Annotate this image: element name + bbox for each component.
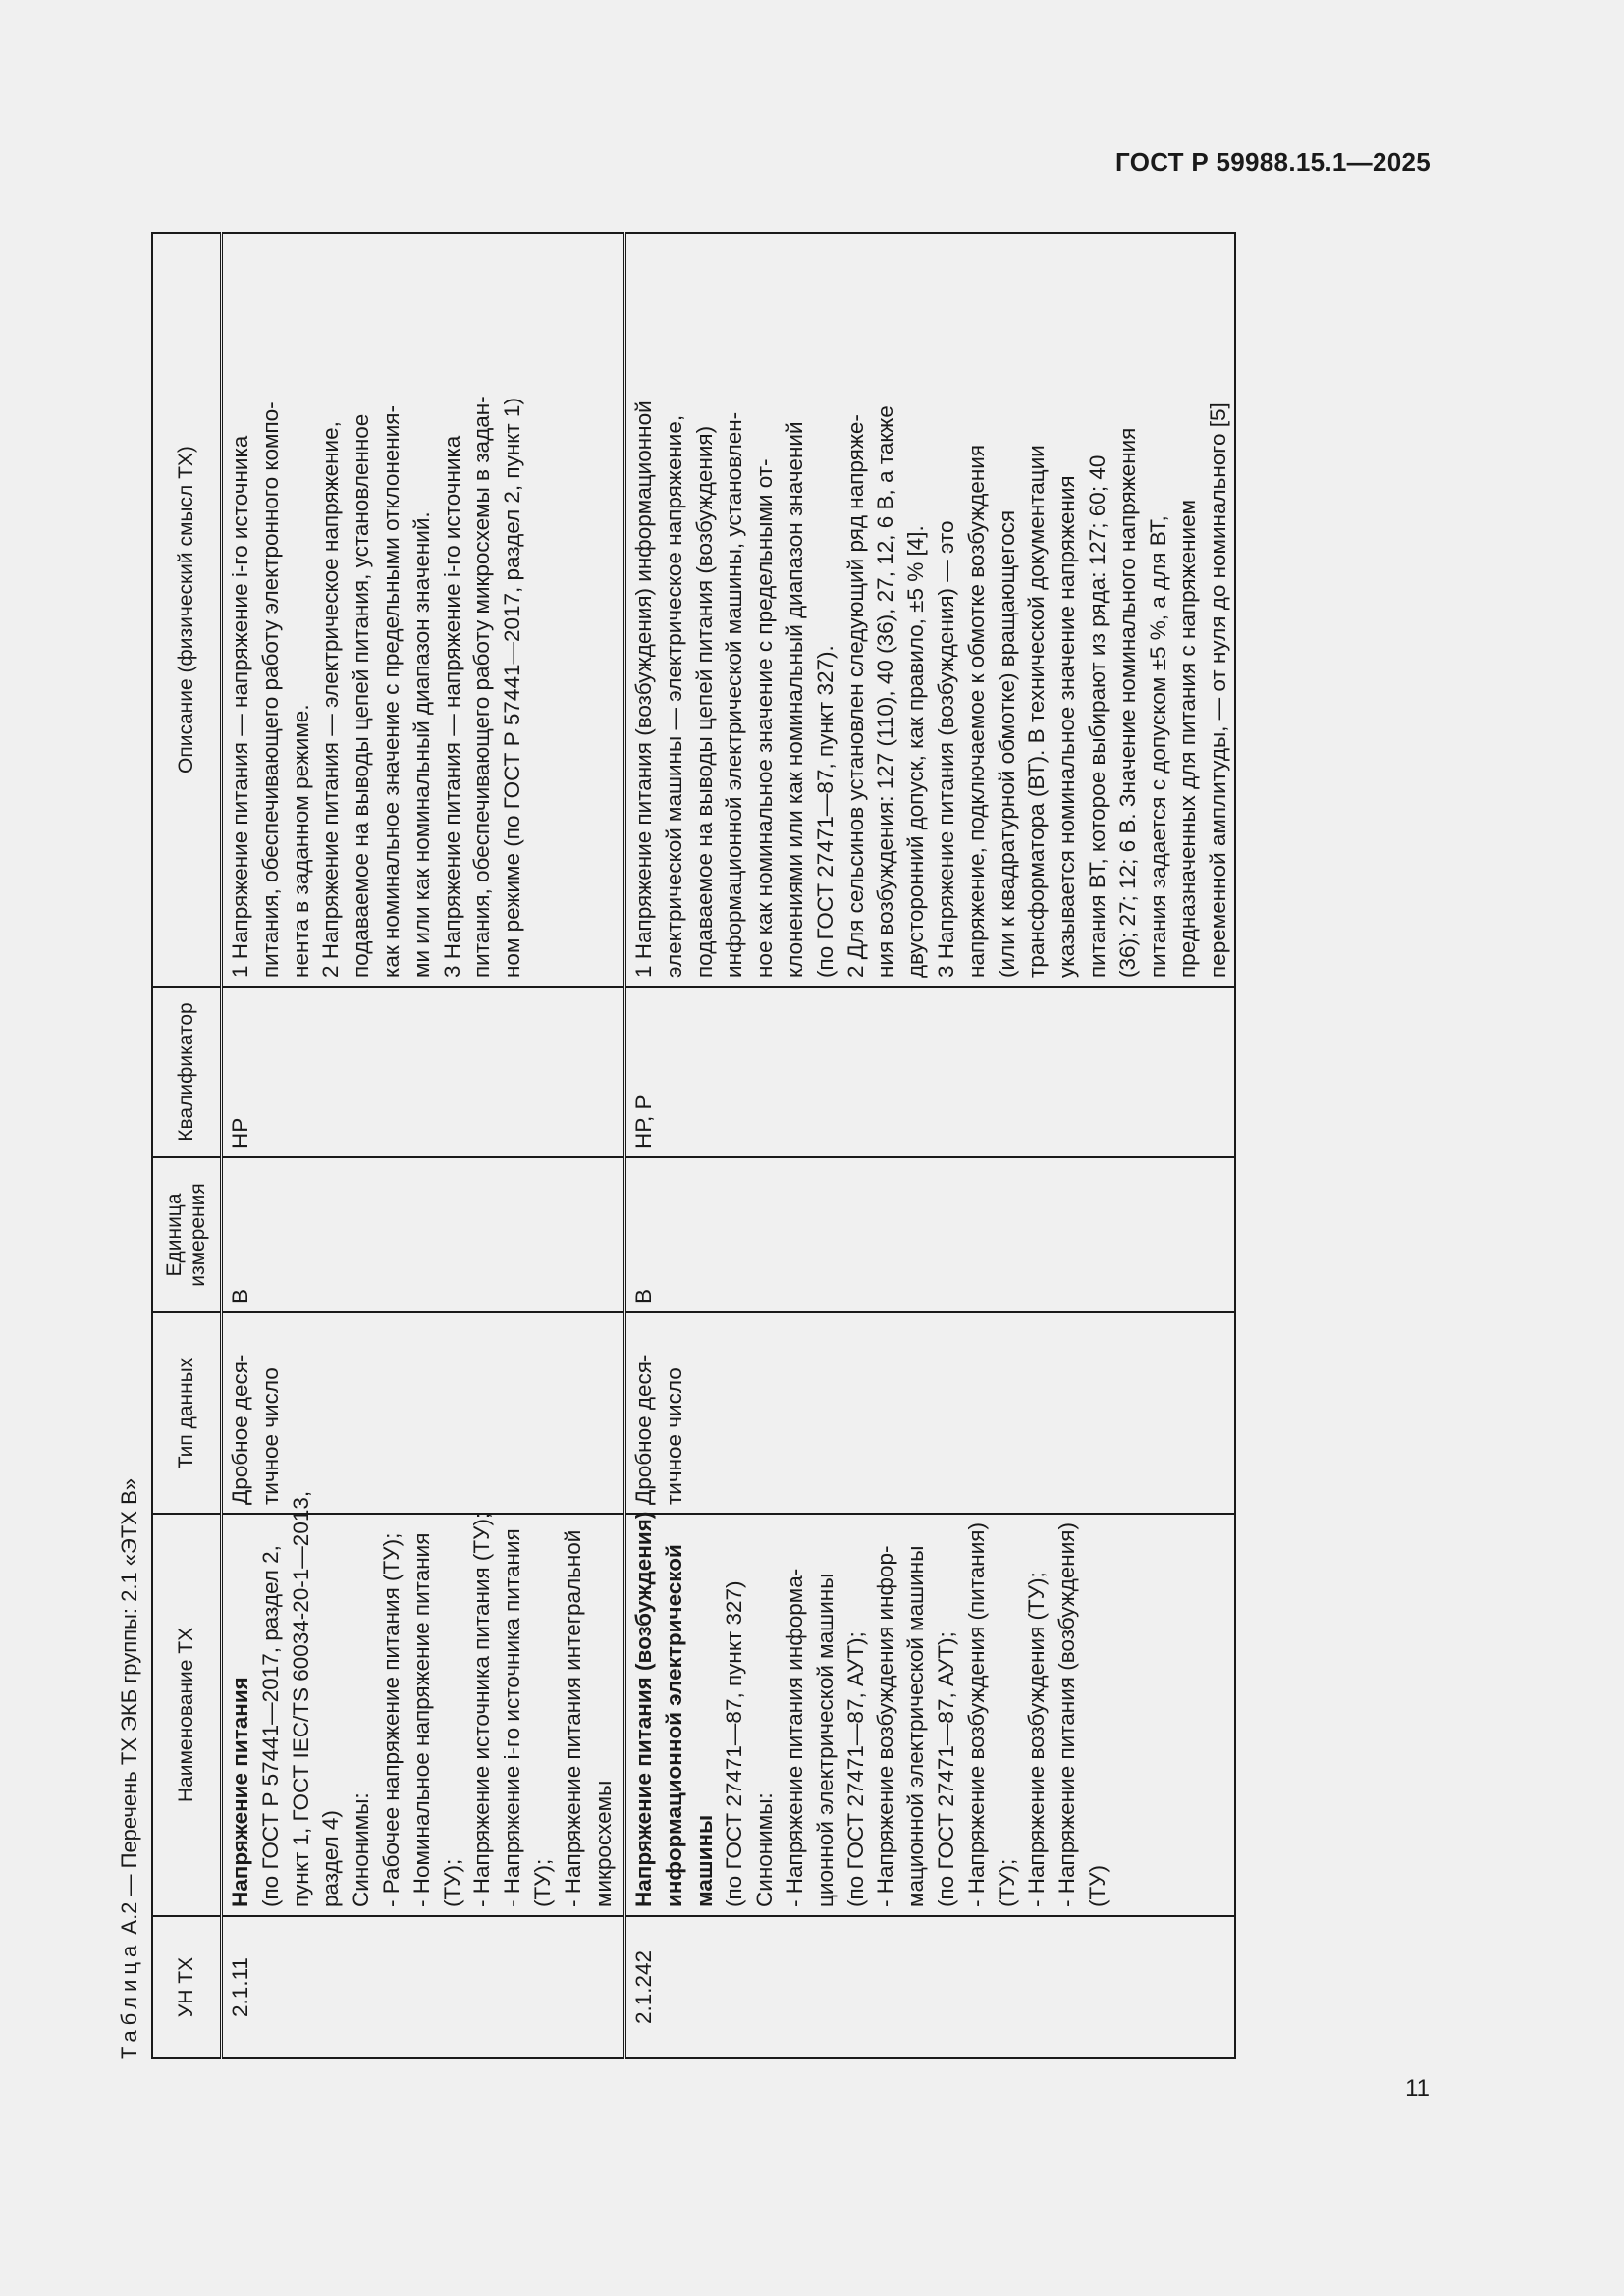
- name-line: (по ГОСТ 27471—87, АУТ);: [842, 1631, 868, 1907]
- header-qualifier: Квалификатор: [152, 987, 222, 1157]
- desc-line: подаваемое на выводы цепей питания, установленное: [349, 413, 374, 978]
- desc-line: питания, обеспечивающего работу электронного компо-: [257, 401, 283, 978]
- rotated-table-block: [110, 234, 1229, 2059]
- table-header-row: [152, 233, 222, 2058]
- row-unit: В: [222, 1157, 625, 1312]
- row-type: [222, 1312, 625, 1514]
- desc-line: (или к квадратурной обмотке) вращающегося: [994, 509, 1019, 978]
- name-line: - Напряжение возбуждения (ТУ);: [1024, 1572, 1050, 1907]
- name-line: Напряжение питания: [228, 1677, 252, 1907]
- desc-line: ном режиме (по ГОСТ Р 57441—2017, раздел 2, пункт 1): [500, 398, 525, 978]
- name-line: микросхемы: [590, 1780, 616, 1907]
- desc-line: нента в заданном режиме.: [288, 704, 313, 978]
- header-type: Тип данных: [152, 1312, 222, 1514]
- name-line: - Напряжение возбуждения инфор-: [873, 1545, 898, 1907]
- desc-line: ное как номинальное значение с предельными от-: [752, 458, 778, 978]
- desc-line: клонениями или как номинальный диапазон значений: [782, 421, 807, 978]
- desc-line: ния возбуждения: 127 (110), 40 (36), 27, 12, 6 В, а также: [873, 405, 898, 978]
- desc-line: двусторонний допуск, как правило, ±5 % [4].: [903, 525, 929, 978]
- desc-line: 3 Напряжение питания — напряжение i-го источника: [439, 435, 464, 978]
- name-line: (по ГОСТ 27471—87, АУТ);: [933, 1631, 958, 1907]
- table-caption: [110, 1478, 149, 2059]
- header-description: Описание (физический смысл ТХ): [152, 233, 222, 987]
- desc-line: питания задается с допуском ±5 %, а для ВТ,: [1145, 515, 1170, 978]
- row-qualifier: НР: [222, 987, 625, 1157]
- header-unit: Единица измерения: [152, 1157, 222, 1312]
- type-line: Дробное деся-: [631, 1354, 656, 1505]
- desc-line: 2 Напряжение питания — электрическое напряжение,: [318, 421, 344, 978]
- desc-line: питания ВТ, которое выбирают из ряда: 127; 60; 40: [1084, 454, 1110, 978]
- desc-line: указывается номинальное значение напряжения: [1055, 475, 1080, 978]
- desc-line: 1 Напряжение питания — напряжение i-го источника: [228, 435, 252, 978]
- desc-line: (36); 27; 12; 6 В. Значение номинального напряжения: [1114, 427, 1140, 978]
- name-line: машины: [691, 1814, 717, 1907]
- name-line: раздел 4): [318, 1810, 344, 1907]
- name-line: пункт 1, ГОСТ IEC/TS 60034-20-1—2013,: [288, 1490, 313, 1907]
- row-description: [222, 233, 625, 987]
- desc-line: трансформатора (ВТ). В технической документации: [1024, 445, 1050, 978]
- desc-line: 1 Напряжение питания (возбуждения) информационной: [631, 400, 656, 978]
- name-line: - Напряжение источника питания (ТУ);: [469, 1512, 495, 1907]
- name-line: - Номинальное напряжение питания: [408, 1532, 434, 1907]
- name-line: - Напряжение i-го источника питания: [500, 1528, 525, 1907]
- table-row: [222, 233, 625, 2058]
- row-qualifier: НР, Р: [625, 987, 1235, 1157]
- desc-line: напряжение, подключаемое к обмотке возбуждения: [963, 444, 989, 978]
- desc-line: предназначенных для питания с напряжением: [1175, 499, 1201, 978]
- name-line: (ТУ): [1084, 1864, 1110, 1907]
- document-code: ГОСТ Р 59988.15.1—2025: [1115, 147, 1431, 177]
- row-unit: В: [625, 1157, 1235, 1312]
- desc-line: 2 Для сельсинов установлен следующий ряд напряже-: [842, 414, 868, 978]
- name-line: (по ГОСТ Р 57441—2017, раздел 2,: [257, 1545, 283, 1907]
- desc-line: (по ГОСТ 27471—87, пункт 327).: [812, 645, 838, 978]
- row-name: [625, 1511, 1235, 1916]
- desc-line: переменной амплитуды, — от нуля до номинального [5]: [1206, 402, 1231, 978]
- row-type: [625, 1312, 1235, 1514]
- name-line: (ТУ);: [529, 1858, 555, 1907]
- desc-line: 3 Напряжение питания (возбуждения) — это: [933, 520, 958, 978]
- type-line: Дробное деся-: [228, 1354, 252, 1505]
- name-line: Синонимы:: [752, 1792, 778, 1907]
- desc-line: электрической машины — электрическое напряжение,: [661, 414, 686, 978]
- header-code: УН ТХ: [152, 1916, 222, 2058]
- name-line: - Напряжение питания (возбуждения): [1055, 1522, 1080, 1907]
- name-line: - Напряжение питания информа-: [782, 1568, 807, 1907]
- row-code: 2.1.11: [222, 1916, 625, 2058]
- name-line: Напряжение питания (возбуждения): [631, 1511, 656, 1907]
- desc-line: питания, обеспечивающего работу микросхемы в задан-: [469, 396, 495, 978]
- page-number: 11: [1405, 2075, 1430, 2102]
- desc-line: ми или как номинальный диапазон значений.: [408, 511, 434, 978]
- desc-line: информационной электрической машины, установлен-: [722, 411, 747, 978]
- name-line: Синонимы:: [349, 1792, 374, 1907]
- type-line: тичное число: [661, 1367, 686, 1505]
- name-line: мационной электрической машины: [903, 1545, 929, 1907]
- name-line: ционной электрической машины: [812, 1573, 838, 1907]
- desc-line: как номинальное значение с предельными отклонения-: [378, 405, 404, 978]
- name-line: - Напряжение питания интегральной: [560, 1529, 585, 1907]
- name-line: информационной электрической: [661, 1544, 686, 1907]
- name-line: (по ГОСТ 27471—87, пункт 327): [722, 1580, 747, 1907]
- caption-label: Таблица: [117, 1940, 141, 2059]
- name-line: (ТУ);: [439, 1858, 464, 1907]
- table-row: [625, 233, 1235, 2058]
- row-name: [222, 1490, 625, 1916]
- desc-line: подаваемое на выводы цепей питания (возбуждения): [691, 425, 717, 978]
- name-line: - Рабочее напряжение питания (ТУ);: [378, 1532, 404, 1907]
- name-line: - Напряжение возбуждения (питания): [963, 1522, 989, 1907]
- name-line: (ТУ);: [994, 1858, 1019, 1907]
- row-description: [625, 233, 1235, 987]
- characteristics-table: [151, 232, 1236, 2059]
- header-name: Наименование ТХ: [152, 1514, 222, 1916]
- row-code: 2.1.242: [625, 1916, 1235, 2058]
- caption-text: А.2 — Перечень ТХ ЭКБ группы: 2.1 «ЭТХ В»: [117, 1477, 141, 1935]
- type-line: тичное число: [257, 1367, 283, 1505]
